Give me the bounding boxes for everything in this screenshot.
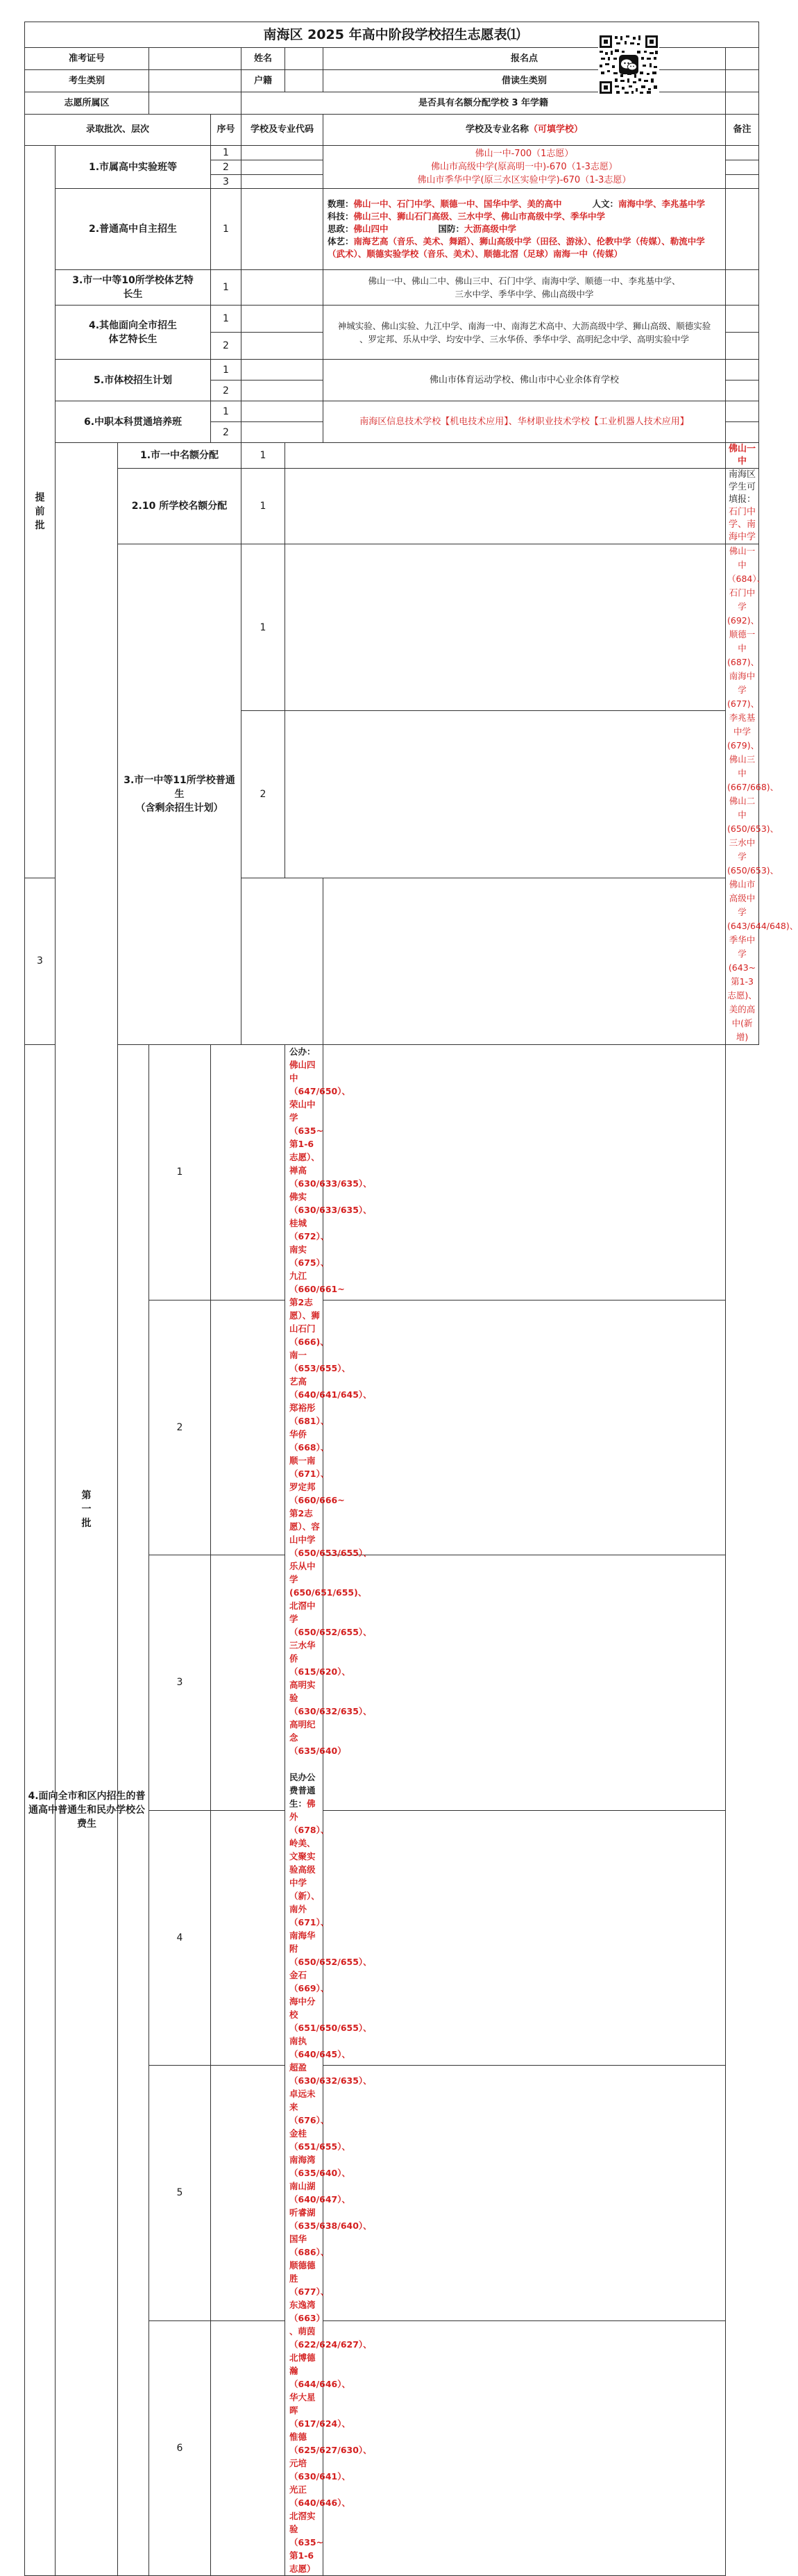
- early-cat4-label: 4.其他面向全市招生 体艺特长生: [56, 306, 211, 360]
- seq-column-header: 序号: [211, 115, 241, 146]
- code-input[interactable]: [285, 711, 726, 878]
- first-cat2-schools: 南海区学生可填报：石门中学、南海中学: [726, 469, 759, 544]
- code-input[interactable]: [241, 306, 323, 333]
- remark-input[interactable]: [726, 422, 759, 443]
- seq-cell: 4: [149, 1810, 211, 2066]
- remark-input[interactable]: [323, 878, 726, 1044]
- seq-cell: 1: [211, 270, 241, 306]
- name-field[interactable]: [285, 48, 323, 70]
- category-label: 考生类别: [25, 70, 149, 92]
- early-cat3-schools: 佛山一中、佛山二中、佛山三中、石门中学、南海中学、顺德一中、李兆基中学、 三水中学、季华中学、佛山高级中学: [323, 270, 726, 306]
- reg-point-field[interactable]: [726, 48, 759, 70]
- code-input[interactable]: [241, 160, 323, 175]
- early-cat1-schools: 佛山一中-700（1志愿） 佛山市高级中学(原高明一中)-670（1-3志愿） 佛山市季华中学(原三水区实验中学)-670（1-3志愿）: [323, 146, 726, 189]
- form-title: 南海区 2025 年高中阶段学校招生志愿表⑴: [25, 22, 759, 48]
- remark-input[interactable]: [323, 1555, 726, 1811]
- early-cat5-schools: 佛山市体育运动学校、佛山市中心业余体育学校: [323, 360, 726, 401]
- code-input[interactable]: [241, 333, 323, 360]
- code-column-header: 学校及专业代码: [241, 115, 323, 146]
- code-input[interactable]: [241, 360, 323, 380]
- quota-label: 是否具有名额分配学校 3 年学籍: [241, 92, 726, 115]
- exam-id-field[interactable]: [149, 48, 241, 70]
- batch-column-header: 录取批次、层次: [25, 115, 211, 146]
- remark-input[interactable]: [323, 1300, 726, 1555]
- remark-input[interactable]: [726, 360, 759, 380]
- seq-cell: 2: [211, 380, 241, 401]
- code-input[interactable]: [241, 146, 323, 160]
- code-input[interactable]: [211, 1045, 285, 1300]
- first-cat4-label: 4.面向全市和区内招生的普 通高中普通生和民办学校公 费生: [25, 1045, 149, 2576]
- district-label: 志愿所属区: [25, 92, 149, 115]
- form-table: [24, 22, 798, 2576]
- code-input[interactable]: [285, 443, 726, 469]
- code-input[interactable]: [211, 2320, 285, 2576]
- wechat-qr-code-icon: [598, 34, 659, 95]
- quota-field[interactable]: [726, 92, 759, 115]
- application-form: [24, 22, 798, 2574]
- remark-input[interactable]: [323, 1045, 726, 1300]
- school-name-header-note: （可填学校）: [529, 124, 584, 135]
- remark-input[interactable]: [726, 160, 759, 175]
- category-field[interactable]: [149, 70, 241, 92]
- early-cat6-schools: 南海区信息技术学校【机电技术应用】、华材职业技术学校【工业机器人技术应用】: [323, 401, 726, 443]
- remark-input[interactable]: [726, 306, 759, 333]
- code-input[interactable]: [285, 544, 726, 711]
- remark-input[interactable]: [726, 401, 759, 422]
- code-input[interactable]: [241, 878, 323, 1044]
- first-cat1-label: 1.市一中名额分配: [118, 443, 241, 469]
- code-input[interactable]: [241, 422, 323, 443]
- first-cat3-schools: 佛山一中（684）、石门中学(692)、顺德一中(687)、南海中学(677)、李兆基中学(679)、 佛山三中(667/668)、佛山二中(650/653)、三水中学(650/653)、 佛山市高级中学(643/644/648)、季华中学(643~第1-3志愿)、美的高中(新增): [726, 544, 759, 1045]
- remark-input[interactable]: [726, 189, 759, 270]
- first-cat4-schools: 公办：佛山四中（647/650）、荣山中学（635~第1-6志愿）、禅高（630/633/635）、佛实 （630/633/635）、桂城（672）、南实（675）、九江（660/661~第2志愿）、狮山石门 （666)、南一（653/655）、艺高（640/641/645）、郑裕彤（681）、华侨（668）、顺一南 （671）、罗定邦（660/666~第2志愿）、容山中学（650/653/655）、乐从中学 (650/651/655)、北滘中学（650/652/655）、三水华侨（615/620）、高明实验 （630/632/635）、高明纪念（635/640） 民办公费普通生：佛外（678）、岭美、文聚实验高级中学（新）、南外（671）、南海华附 （650/652/655）、金石（669）、海中分校（651/650/655）、南执（640/645）、超盈 （630/632/635）、卓远未来（676）、金桂（651/655）、南海湾（635/640）、南山湖 （640/647）、听睿湖（635/638/640）、国华（686）、顺德德胜（677）、东逸湾（663） 、萌茵（622/624/627）、北博德瀚（644/646）、华大星晖（617/624）、惟德 （625/627/630）、元培（630/641）、光正（640/646）、北滘实验（635~第1-6志愿）: [285, 1045, 323, 2576]
- code-input[interactable]: [211, 1300, 285, 1555]
- remark-column-header: 备注: [726, 115, 759, 146]
- first-batch-label: 第 一 批: [56, 443, 118, 2576]
- early-cat6-label: 6.中职本科贯通培养班: [56, 401, 211, 443]
- code-input[interactable]: [241, 189, 323, 270]
- first-cat1-schools: 佛山一中: [726, 443, 759, 469]
- seq-cell: 2: [211, 160, 241, 175]
- seq-cell: 3: [211, 175, 241, 189]
- seq-cell: 1: [211, 146, 241, 160]
- school-name-column-header: [323, 115, 726, 146]
- early-cat1-label: 1.市属高中实验班等: [56, 146, 211, 189]
- early-cat2-schools: 数理：佛山一中、石门中学、顺德一中、国华中学、美的高中 人文：南海中学、李兆基中学 科技：佛山三中、狮山石门高级、三水中学、佛山市高级中学、季华中学 思政：佛山四中 国防：大沥高级中学 体艺：南海艺高（音乐、美术、舞蹈）、狮山高级中学（田径、游泳）、伦教中学（传媒）、勒流中学 （武术）、顺德实验学校（音乐、美术）、顺德北滘（足球）南海一中（传媒）: [323, 189, 726, 270]
- huji-field[interactable]: [285, 70, 323, 92]
- huji-label: 户籍: [241, 70, 285, 92]
- seq-cell: 1: [241, 469, 285, 544]
- remark-input[interactable]: [726, 175, 759, 189]
- jiedu-field[interactable]: [726, 70, 759, 92]
- code-input[interactable]: [241, 175, 323, 189]
- early-cat4-schools: 神城实验、佛山实验、九江中学、南海一中、南海艺术高中、大沥高级中学、狮山高级、顺德实验 、罗定邦、乐从中学、均安中学、三水华侨、季华中学、高明纪念中学、高明实验中学: [323, 306, 726, 360]
- early-cat3-label: 3.市一中等10所学校体艺特 长生: [56, 270, 211, 306]
- remark-input[interactable]: [323, 1810, 726, 2066]
- first-cat3-label: 3.市一中等11所学校普通生 （含剩余招生计划）: [118, 544, 241, 1045]
- seq-cell: 2: [211, 422, 241, 443]
- remark-input[interactable]: [726, 146, 759, 160]
- seq-cell: 1: [211, 360, 241, 380]
- early-cat5-label: 5.市体校招生计划: [56, 360, 211, 401]
- reg-point-label: 报名点: [323, 48, 726, 70]
- remark-input[interactable]: [323, 2320, 726, 2576]
- early-batch-label: 提 前 批: [25, 146, 56, 878]
- code-input[interactable]: [211, 1810, 285, 2066]
- exam-id-label: 准考证号: [25, 48, 149, 70]
- remark-input[interactable]: [323, 2066, 726, 2321]
- remark-input[interactable]: [726, 380, 759, 401]
- seq-cell: 1: [241, 544, 285, 711]
- code-input[interactable]: [285, 469, 726, 544]
- seq-cell: 1: [149, 1045, 211, 1300]
- seq-cell: 1: [211, 189, 241, 270]
- early-cat2-label: 2.普通高中自主招生: [56, 189, 211, 270]
- jiedu-label: 借读生类别: [323, 70, 726, 92]
- seq-cell: 1: [211, 306, 241, 333]
- seq-cell: 2: [211, 333, 241, 360]
- school-name-header-text: 学校及专业名称: [465, 124, 529, 135]
- code-input[interactable]: [241, 380, 323, 401]
- seq-cell: 1: [241, 443, 285, 469]
- seq-cell: 3: [149, 1555, 211, 1811]
- district-field[interactable]: [149, 92, 241, 115]
- code-input[interactable]: [211, 2066, 285, 2321]
- seq-cell: 1: [211, 401, 241, 422]
- seq-cell: 6: [149, 2320, 211, 2576]
- first-cat2-label: 2.10 所学校名额分配: [118, 469, 241, 544]
- remark-input[interactable]: [726, 333, 759, 360]
- seq-cell: 5: [149, 2066, 211, 2321]
- code-input[interactable]: [241, 270, 323, 306]
- name-label: 姓名: [241, 48, 285, 70]
- code-input[interactable]: [241, 401, 323, 422]
- code-input[interactable]: [211, 1555, 285, 1811]
- seq-cell: 3: [25, 878, 56, 1044]
- remark-input[interactable]: [726, 270, 759, 306]
- seq-cell: 2: [241, 711, 285, 878]
- seq-cell: 2: [149, 1300, 211, 1555]
